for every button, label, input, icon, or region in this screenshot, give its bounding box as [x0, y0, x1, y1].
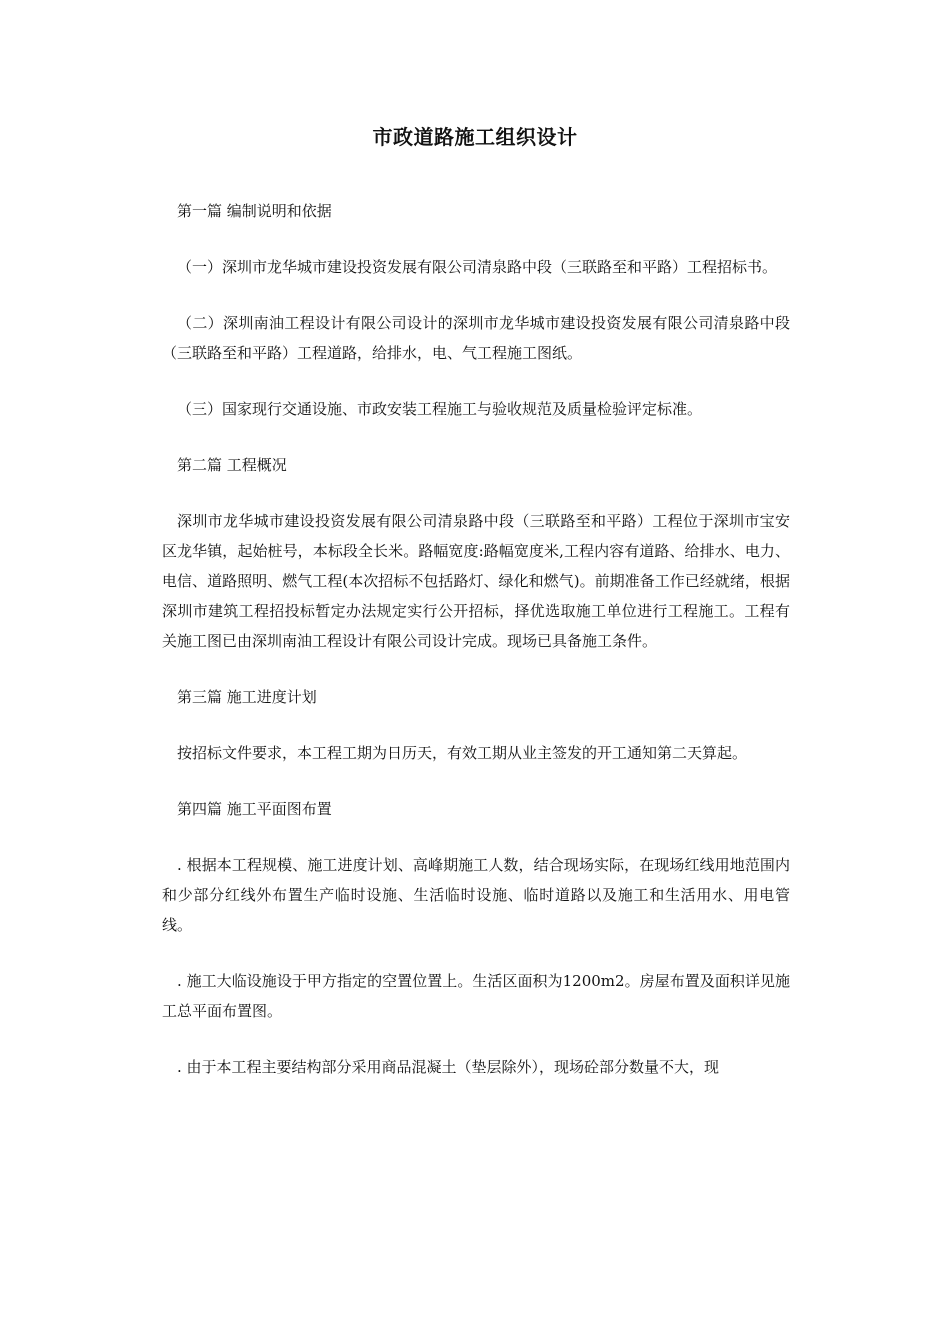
document-title: 市政道路施工组织设计: [372, 125, 578, 149]
paragraph-schedule: 按招标文件要求，本工程工期为日历天，有效工期从业主签发的开工通知第二天算起。: [177, 744, 748, 762]
paragraph-basis-3: （三）国家现行交通设施、市政安装工程施工与验收规范及质量检验评定标准。: [177, 400, 703, 418]
document-body: [162, 196, 790, 1108]
section-heading-1: 第一篇 编制说明和依据: [177, 202, 332, 220]
paragraph-layout-2: . 施工大临设施设于甲方指定的空置位置上。生活区面积为1200m2。房屋布置及面积详见施工总平面布置图。: [162, 972, 790, 1020]
section-heading-4: 第四篇 施工平面图布置: [177, 800, 332, 818]
paragraph-overview: 深圳市龙华城市建设投资发展有限公司清泉路中段（三联路至和平路）工程位于深圳市宝安区龙华镇，起始桩号，本标段全长米。路幅宽度:路幅宽度米,工程内容有道路、给排水、电力、电信、道路照明、燃气工程(本次招标不包括路灯、绿化和燃气)。前期准备工作已经就绪，根据深圳市建筑工程招投标暂定办法规定实行公开招标，择优选取施工单位进行工程施工。工程有关施工图已由深圳南油工程设计有限公司设计完成。现场已具备施工条件。: [162, 512, 790, 650]
section-heading-2: 第二篇 工程概况: [177, 456, 287, 474]
paragraph-basis-1: （一）深圳市龙华城市建设投资发展有限公司清泉路中段（三联路至和平路）工程招标书。: [177, 258, 778, 276]
section-heading-3: 第三篇 施工进度计划: [177, 688, 317, 706]
paragraph-layout-3: . 由于本工程主要结构部分采用商品混凝土（垫层除外），现场砼部分数量不大，现: [177, 1058, 720, 1076]
paragraph-layout-1: . 根据本工程规模、施工进度计划、高峰期施工人数，结合现场实际，在现场红线用地范围内和少部分红线外布置生产临时设施、生活临时设施、临时道路以及施工和生活用水、用电管线。: [162, 856, 790, 934]
paragraph-basis-2: （二）深圳南油工程设计有限公司设计的深圳市龙华城市建设投资发展有限公司清泉路中段（三联路至和平路）工程道路，给排水，电、气工程施工图纸。: [162, 314, 790, 362]
